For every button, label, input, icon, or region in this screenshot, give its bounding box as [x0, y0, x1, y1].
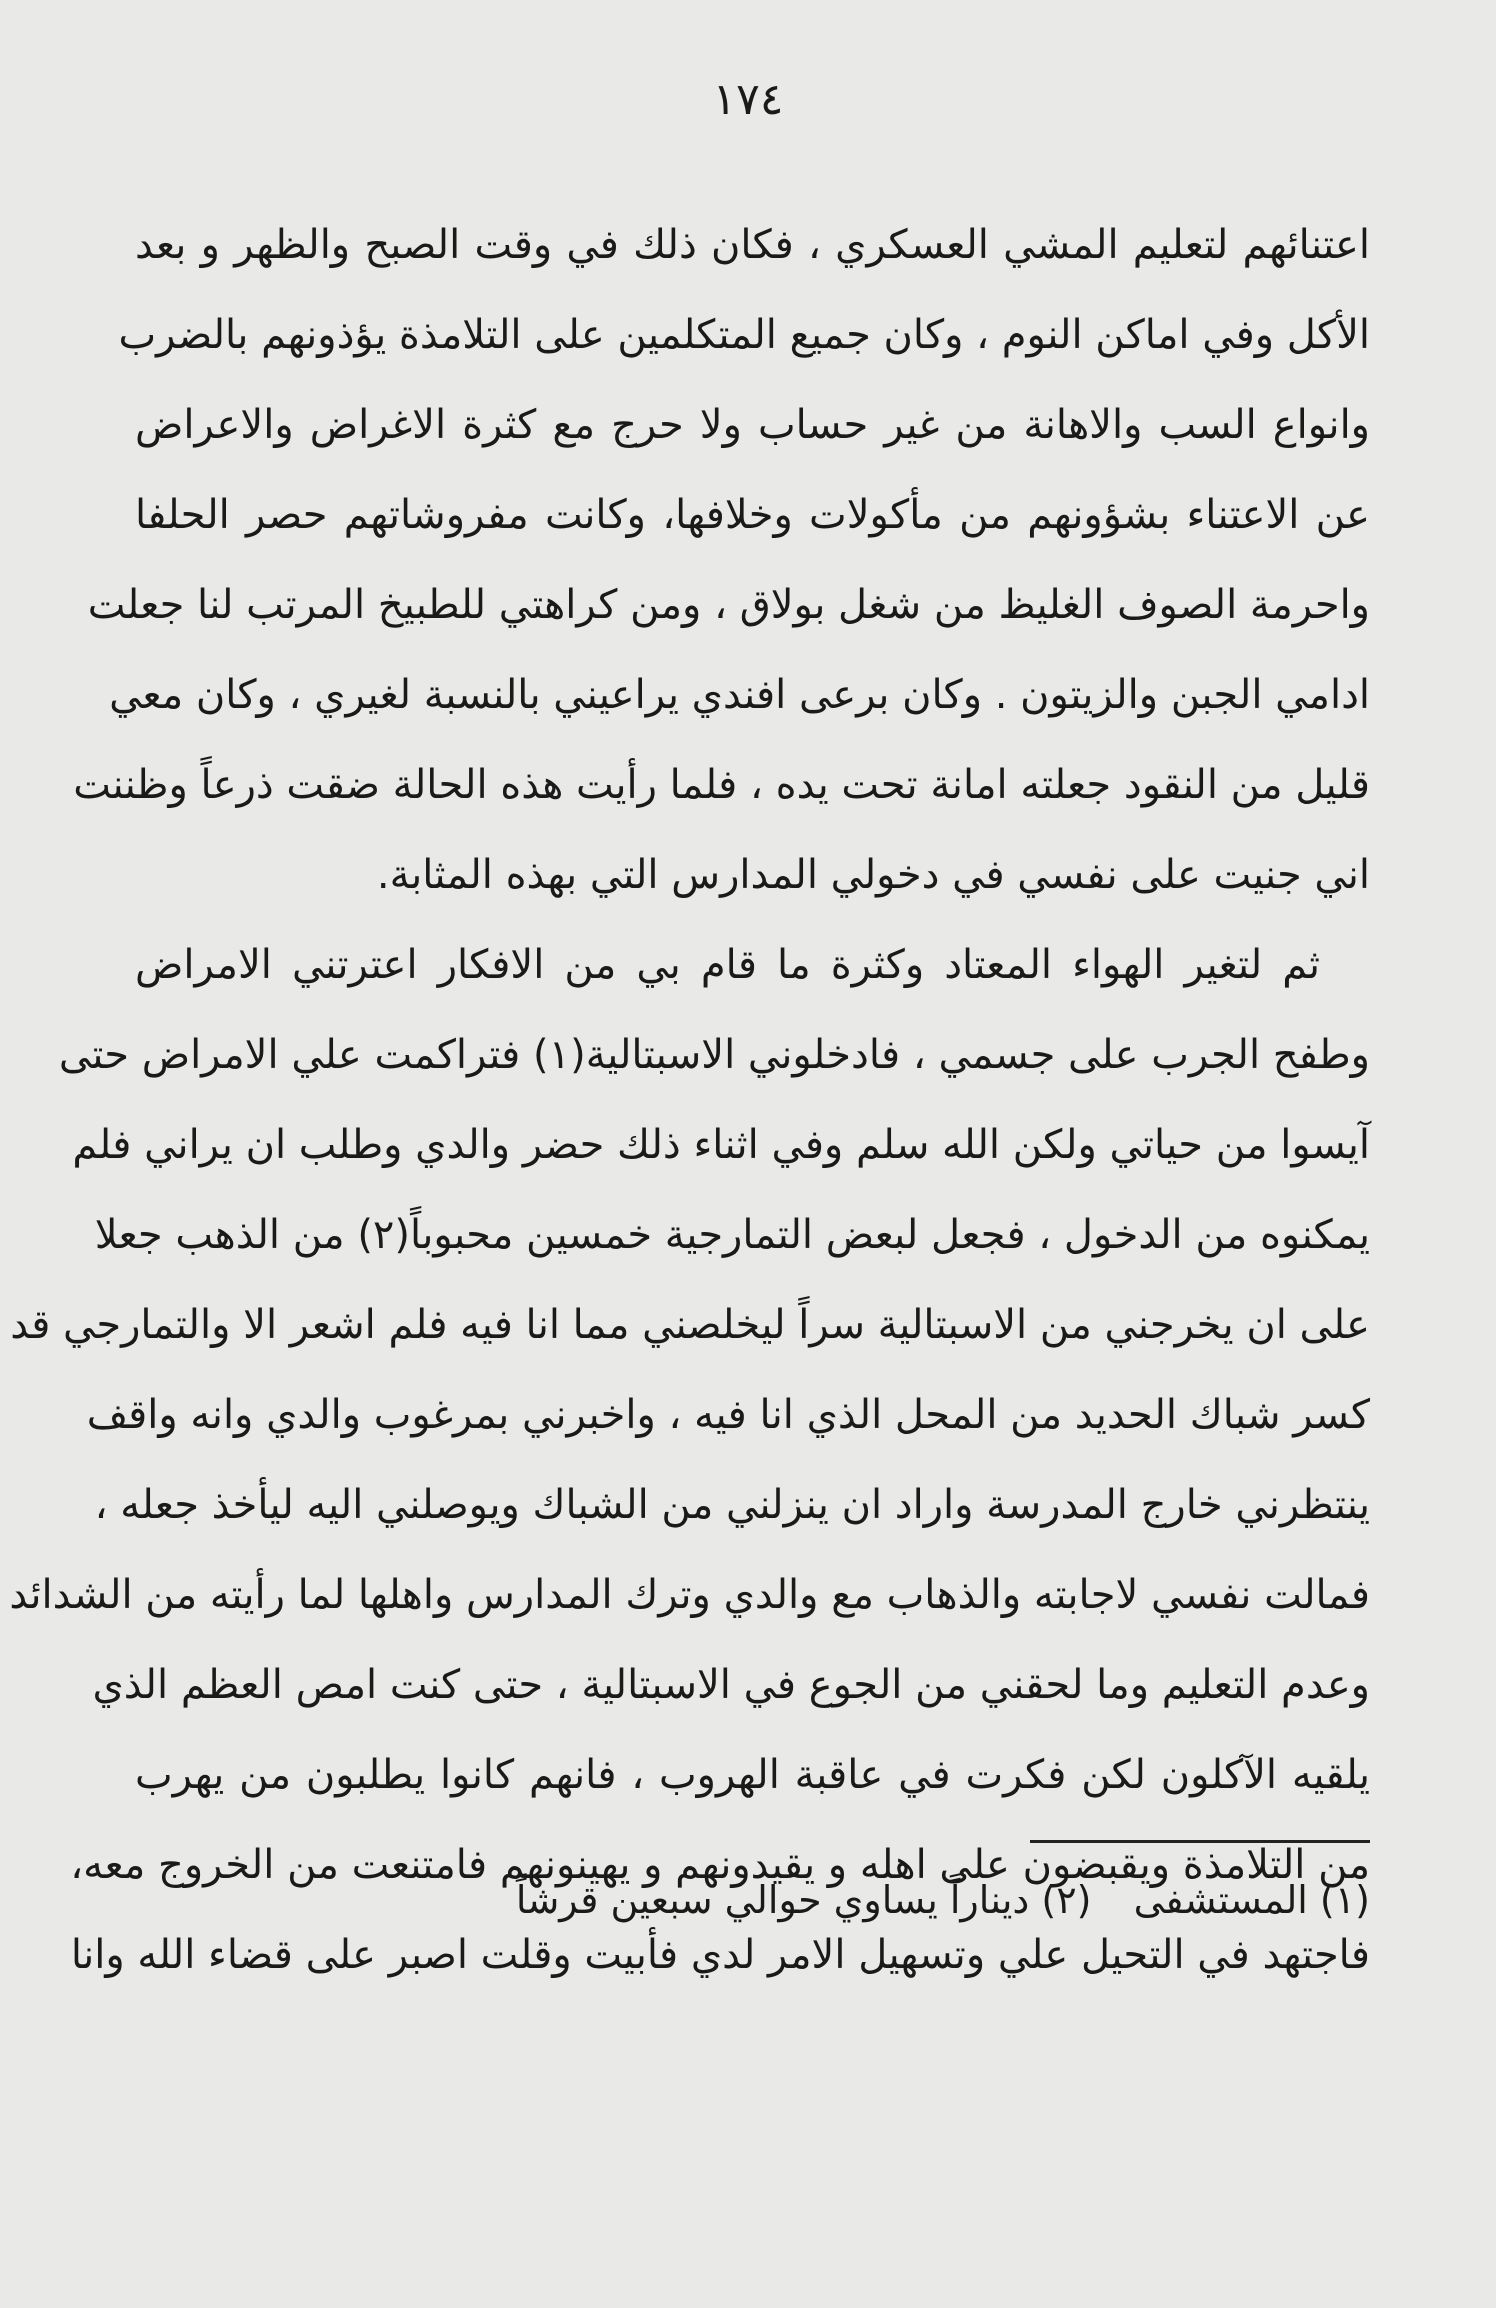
- text-line: الأكل وفي اماكن النوم ، وكان جميع المتكلمين على التلامذة يؤذونهم بالضرب: [118, 312, 1370, 358]
- text-line: يلقيه الآكلون لكن فكرت في عاقبة الهروب ، فانهم كانوا يطلبون من يهرب: [135, 1752, 1370, 1798]
- footnote-1: (١) المستشفى: [1133, 1878, 1370, 1922]
- text-line: وطفح الجرب على جسمي ، فادخلوني الاسبتالية(١) فتراكمت علي الامراض حتى: [58, 1032, 1370, 1078]
- text-line: كسر شباك الحديد من المحل الذي انا فيه ، واخبرني بمرغوب والدي وانه واقف: [86, 1392, 1370, 1438]
- text-line: واحرمة الصوف الغليظ من شغل بولاق ، ومن كراهتي للطبيخ المرتب لنا جعلت: [87, 582, 1370, 628]
- text-line: ينتظرني خارج المدرسة واراد ان ينزلني من الشباك ويوصلني اليه ليأخذ جعله ،: [94, 1482, 1370, 1528]
- text-line: من التلامذة ويقبضون على اهله و يقيدونهم و يهينونهم فامتنعت من الخروج معه،: [70, 1842, 1370, 1888]
- paragraph-end-line: اني جنيت على نفسي في دخولي المدارس التي بهذه المثابة.: [376, 852, 1370, 898]
- footnote-divider: [1030, 1840, 1370, 1843]
- text-line: آيسوا من حياتي ولكن الله سلم وفي اثناء ذلك حضر والدي وطلب ان يراني فلم: [72, 1122, 1370, 1168]
- footnote-2: (٢) ديناراً يساوي حوالي سبعين قرشاً: [515, 1878, 1092, 1922]
- text-line: فمالت نفسي لاجابته والذهاب مع والدي وترك المدارس واهلها لما رأيته من الشدائد: [9, 1572, 1370, 1618]
- page-number: ١٧٤: [712, 74, 784, 125]
- text-line: يمكنوه من الدخول ، فجعل لبعض التمارجية خمسين محبوباً(٢) من الذهب جعلا: [94, 1212, 1370, 1258]
- text-line: وانواع السب والاهانة من غير حساب ولا حرج مع كثرة الاغراض والاعراض: [135, 402, 1370, 448]
- text-line: اعتنائهم لتعليم المشي العسكري ، فكان ذلك في وقت الصبح والظهر و بعد: [135, 222, 1370, 268]
- text-line: ادامي الجبن والزيتون . وكان برعى افندي يراعيني بالنسبة لغيري ، وكان معي: [109, 672, 1370, 718]
- text-line: وعدم التعليم وما لحقني من الجوع في الاسبتالية ، حتى كنت امص العظم الذي: [92, 1662, 1370, 1708]
- text-line: عن الاعتناء بشؤونهم من مأكولات وخلافها، وكانت مفروشاتهم حصر الحلفا: [135, 492, 1370, 538]
- body-text: [9, 200, 1370, 2000]
- text-line: فاجتهد في التحيل علي وتسهيل الامر لدي فأبيت وقلت اصبر على قضاء الله وانا: [70, 1932, 1370, 1978]
- text-line: قليل من النقود جعلته امانة تحت يده ، فلما رأيت هذه الحالة ضقت ذرعاً وظننت: [73, 762, 1370, 808]
- text-line: على ان يخرجني من الاسبتالية سراً ليخلصني مما انا فيه فلم اشعر الا والتمارجي قد: [10, 1302, 1370, 1348]
- paragraph-start-line: ثم لتغير الهواء المعتاد وكثرة ما قام بي من الافكار اعترتني الامراض: [135, 942, 1320, 988]
- footnotes: [135, 1865, 1370, 1935]
